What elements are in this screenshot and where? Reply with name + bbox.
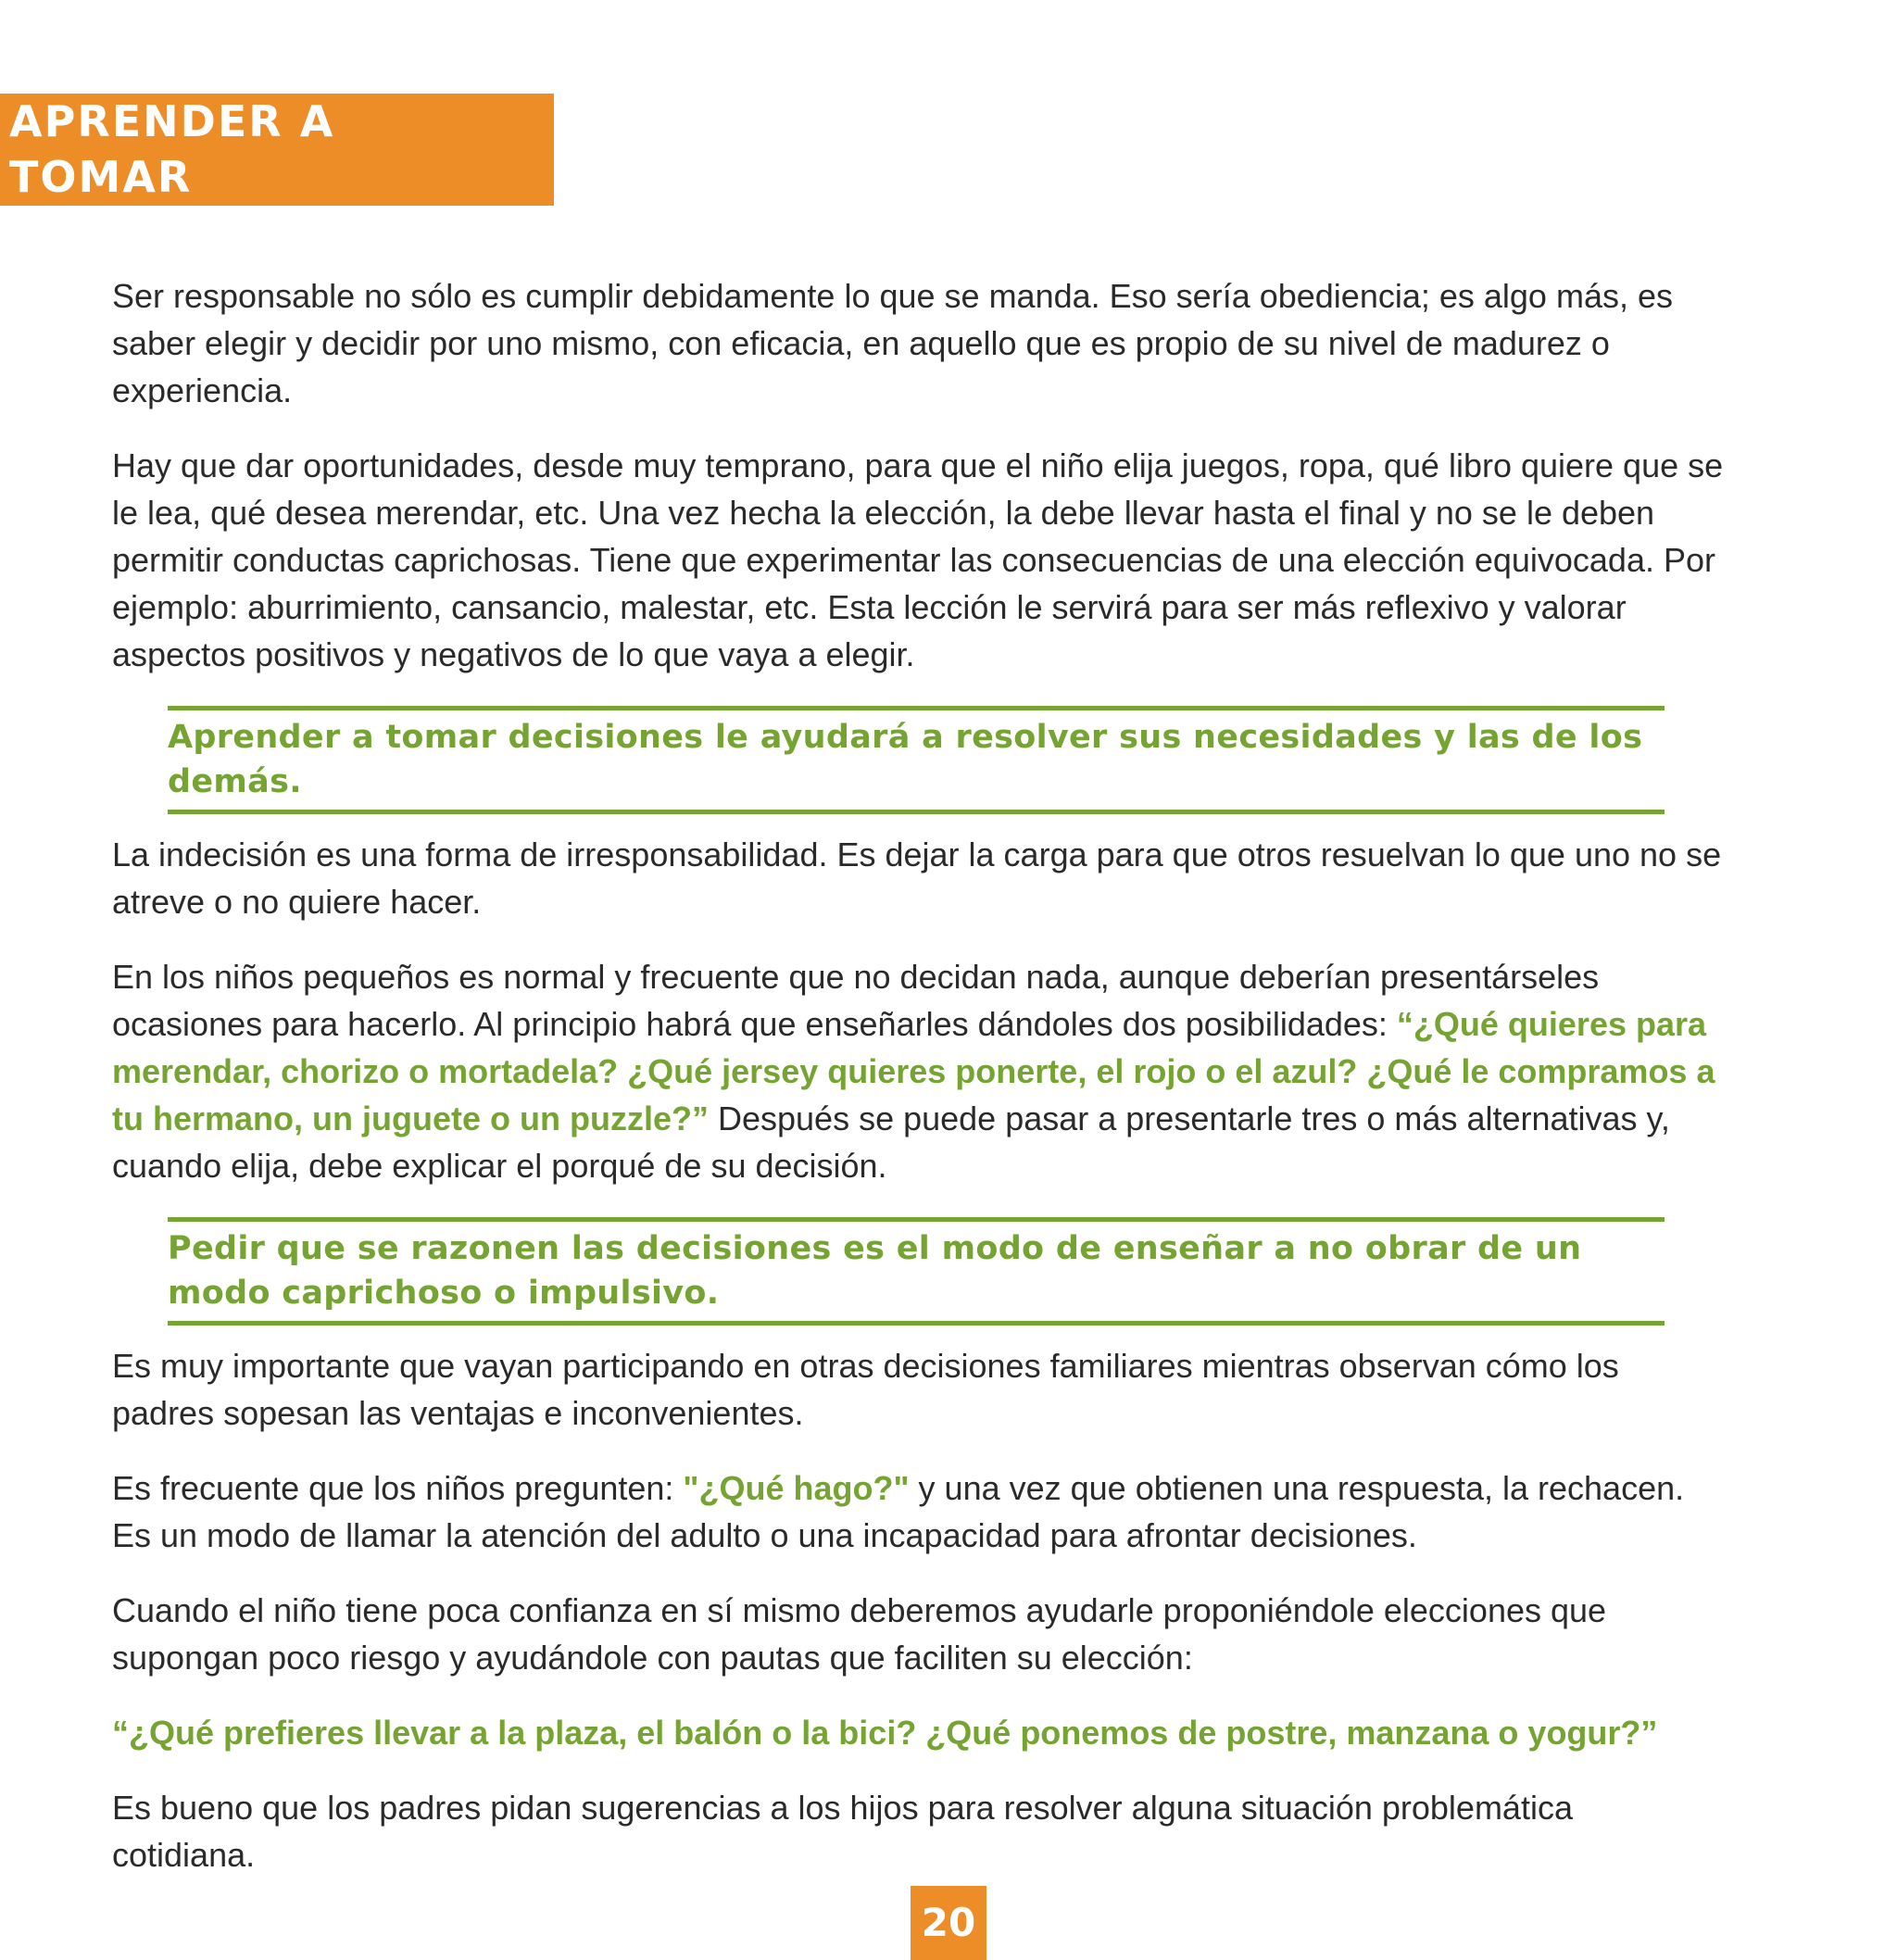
- paragraph-6: [112, 1464, 1724, 1559]
- paragraph-4-quote: “¿Qué quieres para merendar, chorizo o mortadela? ¿Qué jersey quieres ponerte, el rojo o el azul? ¿Qué le compramos a tu hermano, un juguete o un puzzle?”: [112, 1005, 1715, 1137]
- section-title-line-2: DECISIONES: [212, 207, 521, 258]
- paragraph-6-text-end: y una vez que obtienen una respuesta, la rechacen. Es un modo de llamar la atención del adulto o una incapacidad para afrontar decisiones.: [112, 1469, 1685, 1554]
- example-quote-line: “¿Qué prefieres llevar a la plaza, el balón o la bici? ¿Qué ponemos de postre, manzana o yogur?”: [112, 1714, 1658, 1752]
- paragraph-4-text-start: En los niños pequeños es normal y frecuente que no decidan nada, aunque deberían presentárseles ocasiones para hacerlo. Al principio habrá que enseñarles dándoles dos posibilidades:: [112, 958, 1600, 1043]
- highlight-callout-1: Aprender a tomar decisiones le ayudará a resolver sus necesidades y las de los demás.: [168, 706, 1665, 814]
- paragraph-2: Hay que dar oportunidades, desde muy temprano, para que el niño elija juegos, ropa, qué libro quiere que se le lea, qué desea merendar, etc. Una vez hecha la elección, la debe llevar hasta el final y no se le deben permitir conductas caprichosas. Tiene que experimentar las consecuencias de una elección equivocada. Por ejemplo: aburrimiento, cansancio, malestar, etc. Esta lección le servirá para ser más reflexivo y valorar aspectos positivos y negativos de lo que vaya a elegir.: [112, 446, 1724, 673]
- paragraph-4: [112, 953, 1724, 1189]
- highlight-callout-2: Pedir que se razonen las decisiones es el modo de enseñar a no obrar de un modo caprichoso o impulsivo.: [168, 1217, 1665, 1326]
- paragraph-1: Ser responsable no sólo es cumplir debidamente lo que se manda. Eso sería obediencia; es algo más, es saber elegir y decidir por uno mismo, con eficacia, en aquello que es propio de su nivel de madurez o experiencia.: [112, 277, 1673, 409]
- section-title-line-1: APRENDER A TOMAR: [9, 96, 335, 202]
- paragraph-7: Cuando el niño tiene poca confianza en sí mismo deberemos ayudarle proponiéndole elecciones que supongan poco riesgo y ayudándole con pautas que faciliten su elección:: [112, 1591, 1607, 1677]
- paragraph-6-quote: "¿Qué hago?": [683, 1469, 910, 1507]
- paragraph-4-text-end: Después se puede pasar a presentarle tres o más alternativas y, cuando elija, debe explicar el porqué de su decisión.: [112, 1099, 1670, 1185]
- article-body: [112, 272, 1724, 1906]
- paragraph-6-text-start: Es frecuente que los niños pregunten:: [112, 1469, 684, 1507]
- page-number-badge: 20: [911, 1886, 986, 1960]
- section-title-banner: [0, 94, 554, 258]
- paragraph-8: Es bueno que los padres pidan sugerencias a los hijos para resolver alguna situación problemática cotidiana.: [112, 1789, 1573, 1874]
- paragraph-3: La indecisión es una forma de irresponsabilidad. Es dejar la carga para que otros resuelvan lo que uno no se atreve o no quiere hacer.: [112, 836, 1722, 921]
- paragraph-5: Es muy importante que vayan participando en otras decisiones familiares mientras observan cómo los padres sopesan las ventajas e inconvenientes.: [112, 1347, 1619, 1432]
